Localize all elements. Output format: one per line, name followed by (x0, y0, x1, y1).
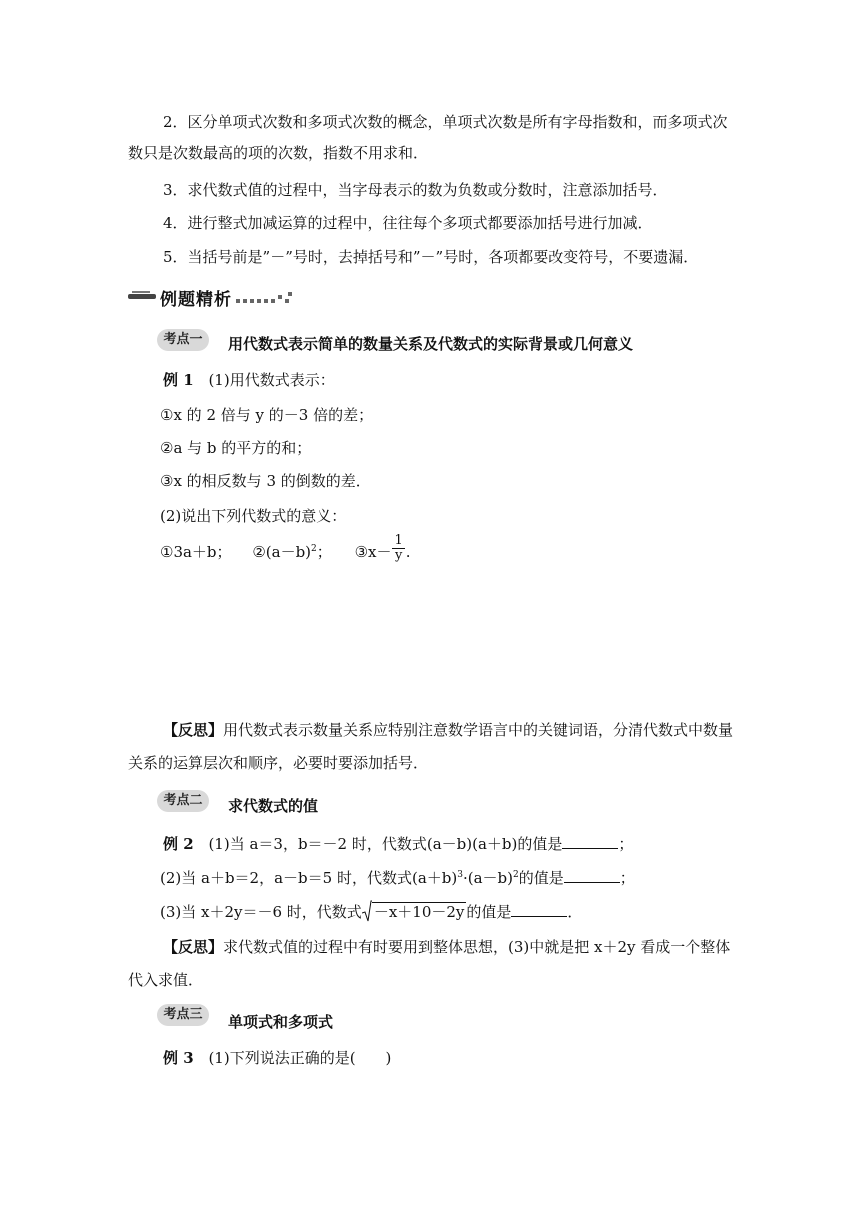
example-1-item-2: ②a 与 b 的平方的和； (160, 439, 312, 457)
banner-arrow-icon (128, 294, 156, 299)
example-1-item-1: ①x 的 2 倍与 y 的－3 倍的差； (160, 406, 374, 424)
example-3-label: 例 3 (163, 1049, 194, 1067)
example-2-question-1: 例 2 (1)当 a＝3，b＝－2 时，代数式(a－b)(a＋b)的值是 ； (163, 835, 634, 853)
radical-sign-icon (362, 900, 372, 922)
note-3: 3．求代数式值的过程中，当字母表示的数为负数或分数时，注意添加括号． (163, 181, 668, 199)
reflection-2-line1: 【反思】求代数式值的过程中有时要用到整体思想，(3)中就是把 x＋2y 看成一个整体 (163, 938, 731, 956)
reflection-1-line2: 关系的运算层次和顺序，必要时要添加括号． (128, 754, 429, 772)
example-1-expressions: ①3a＋b； $②(a-b)^2$； ③x－ $\frac{1}{y}$ . (160, 532, 411, 563)
square-root-expression: －x＋10－2y (362, 902, 467, 922)
example-1-intro: 例 1 (1)用代数式表示： (163, 371, 335, 389)
example-2-question-2: (2)当 a＋b＝2，a－b＝5 时，代数式$(a+b)^3\cdot(a-b)^2$的值是 ； (160, 869, 635, 887)
section-banner (128, 283, 292, 309)
reflection-1-line1: 【反思】用代数式表示数量关系应特别注意数学语言中的关键词语，分清代数式中数量 (163, 721, 734, 739)
note-2-line1: 2．区分单项式次数和多项式次数的概念，单项式次数是所有字母指数和，而多项式次 (163, 113, 728, 131)
note-2-line2: 数只是次数最高的项的次数，指数不用求和． (128, 144, 429, 162)
example-3-question-1: 例 3 (1)下列说法正确的是( ) (163, 1049, 392, 1067)
answer-blank[interactable] (564, 868, 620, 883)
note-5: 5．当括号前是”－”号时，去掉括号和”－”号时，各项都要改变符号，不要遗漏． (163, 248, 699, 266)
kaodian-3-tag: 考点三 (157, 1004, 209, 1026)
section-title: 例题精析 (160, 290, 232, 310)
kaodian-3-title: 单项式和多项式 (228, 1013, 334, 1031)
reflection-2-line2: 代入求值． (128, 971, 204, 989)
example-1-item-3: ③x 的相反数与 3 的倒数的差． (160, 472, 371, 490)
kaodian-1-title: 用代数式表示简单的数量关系及代数式的实际背景或几何意义 (228, 335, 634, 353)
banner-dots-decoration (236, 291, 296, 307)
example-2-label: 例 2 (163, 835, 194, 853)
example-2-question-3: (3)当 x＋2y＝－6 时，代数式 －x＋10－2y 的值是 ． (160, 902, 582, 922)
kaodian-1-tag: 考点一 (157, 329, 209, 351)
answer-blank[interactable] (562, 834, 618, 849)
example-1-part-2: (2)说出下列代数式的意义： (160, 507, 347, 525)
kaodian-2-title: 求代数式的值 (228, 797, 319, 815)
answer-blank[interactable] (511, 902, 567, 917)
note-4: 4．进行整式加减运算的过程中，往往每个多项式都要添加括号进行加减． (163, 214, 653, 232)
example-1-label: 例 1 (163, 371, 194, 389)
kaodian-2-tag: 考点二 (157, 790, 209, 812)
fraction-1-over-y: $\frac{1}{y}$ (394, 532, 403, 563)
